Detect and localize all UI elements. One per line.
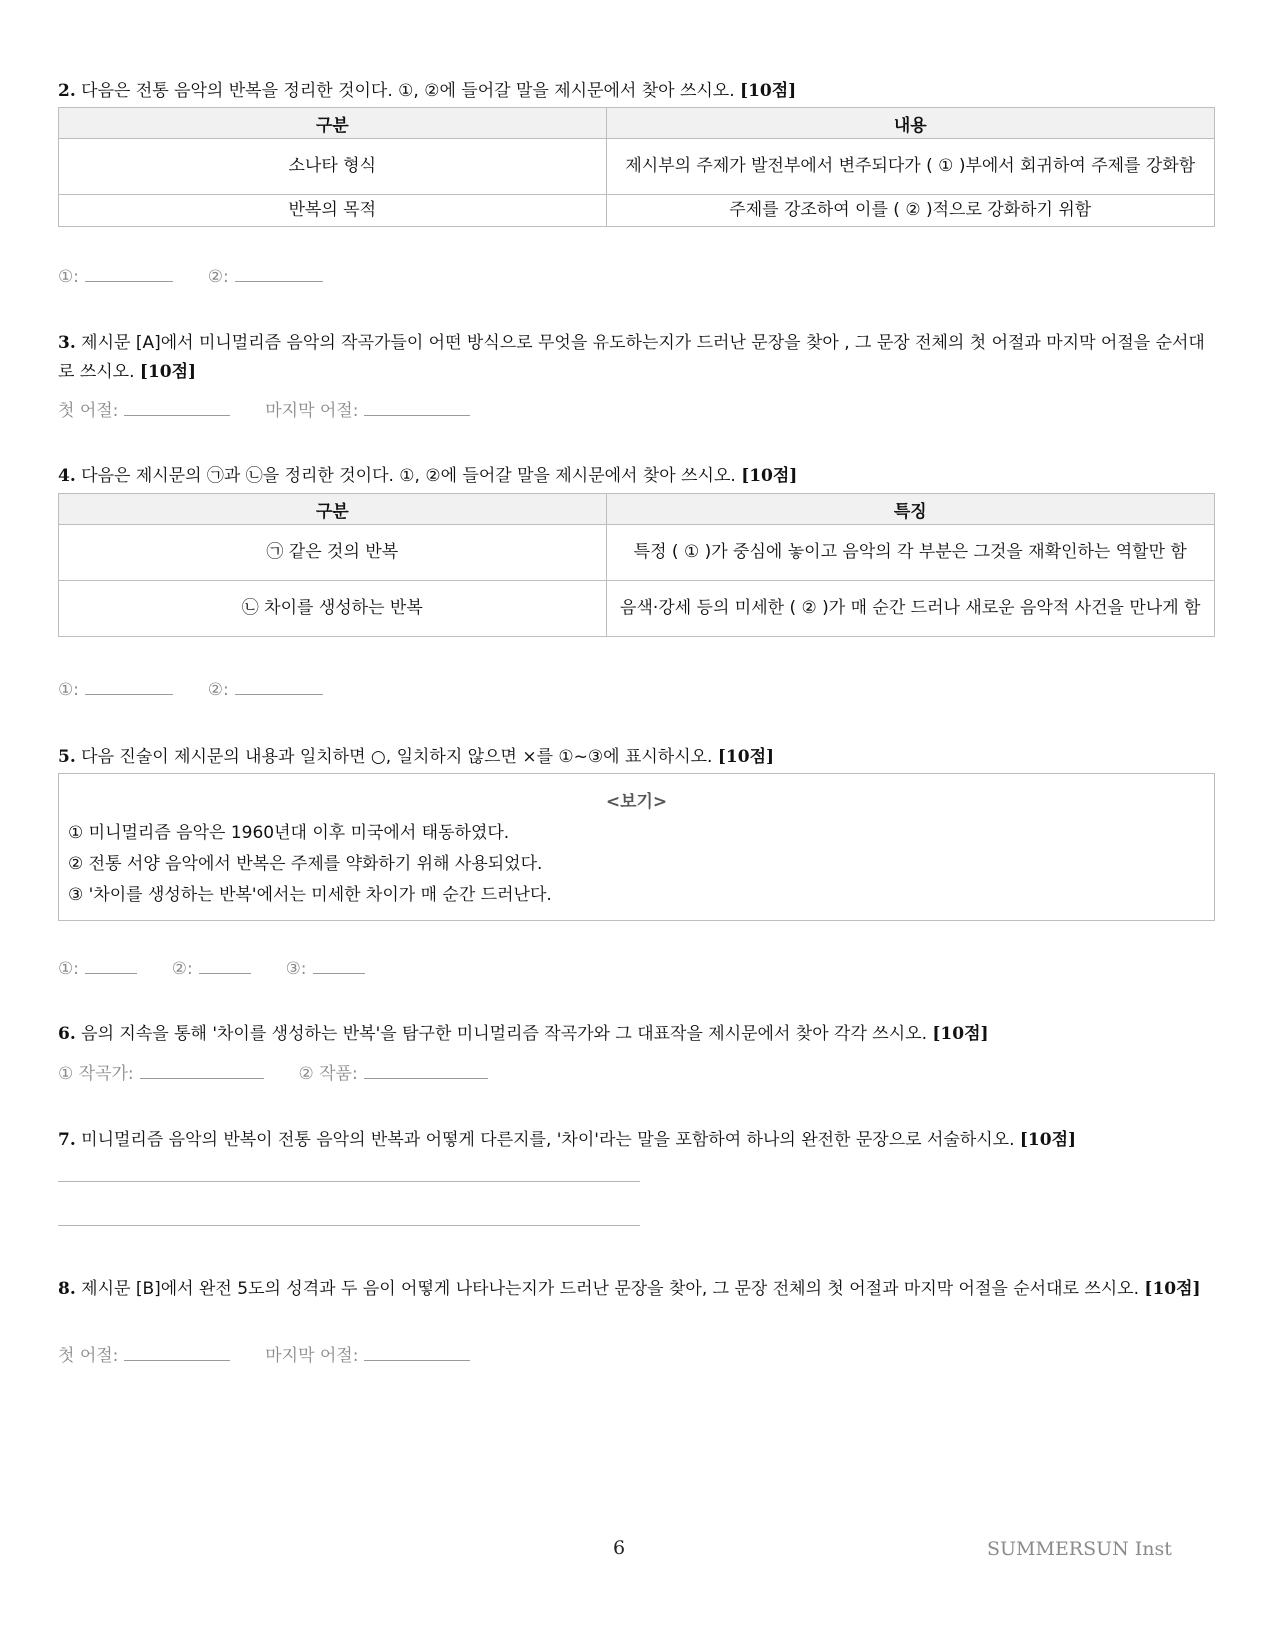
answer-label: 마지막 어절:: [265, 401, 359, 421]
question-5: [58, 743, 1215, 772]
question-6: [58, 1020, 1215, 1049]
answer-blank[interactable]: [140, 1060, 264, 1079]
q3-answer-row: [58, 396, 470, 421]
question-4: [58, 462, 1215, 491]
table-cell: 제시부의 주제가 발전부에서 변주되다가 ( ① )부에서 회귀하여 주제를 강화함: [606, 139, 1214, 195]
answer-blank[interactable]: [124, 1342, 230, 1361]
table-cell: 주제를 강조하여 이를 ( ② )적으로 강화하기 위함: [606, 195, 1214, 227]
answer-blank[interactable]: [124, 397, 230, 416]
answer-label: ①:: [58, 680, 79, 700]
table-header: 내용: [606, 108, 1214, 139]
answer-blank[interactable]: [235, 676, 323, 695]
answer-blank[interactable]: [85, 955, 137, 974]
q6-answer-row: [58, 1059, 488, 1084]
q2-answer-row: [58, 263, 323, 287]
question-text: 다음은 제시문의 ㉠과 ㉡을 정리한 것이다. ①, ②에 들어갈 말을 제시문에서 찾아 쓰시오.: [81, 466, 736, 486]
answer-blank[interactable]: [85, 676, 173, 695]
example-item: ③ '차이를 생성하는 반복'에서는 미세한 차이가 매 순간 드러난다.: [68, 885, 552, 905]
answer-label: ①:: [58, 959, 79, 979]
question-number: 5.: [58, 747, 76, 767]
q4-answer-row: [58, 676, 323, 700]
example-box-title: <보기>: [605, 792, 668, 812]
question-points: [10점]: [1019, 1130, 1077, 1150]
question-7: [58, 1126, 1215, 1155]
answer-label: 첫 어절:: [58, 401, 119, 421]
table-row: [59, 195, 1215, 227]
table-cell: 특정 ( ① )가 중심에 놓이고 음악의 각 부분은 그것을 재확인하는 역할만 함: [606, 525, 1214, 581]
question-points: [10점]: [139, 362, 197, 382]
answer-blank[interactable]: [199, 955, 251, 974]
page-number: 6: [613, 1537, 626, 1559]
answer-label: ①:: [58, 267, 79, 287]
answer-blank[interactable]: [364, 397, 470, 416]
answer-blank[interactable]: [313, 955, 365, 974]
table-header: 특징: [606, 494, 1214, 525]
question-text: 음의 지속을 통해 '차이를 생성하는 반복'을 탐구한 미니멀리즘 작곡가와 그 대표작을 제시문에서 찾아 각각 쓰시오.: [81, 1024, 927, 1044]
table-cell: 반복의 목적: [59, 195, 607, 227]
answer-label: 첫 어절:: [58, 1346, 119, 1366]
question-text: 미니멀리즘 음악의 반복이 전통 음악의 반복과 어떻게 다른지를, '차이'라는 말을 포함하여 하나의 완전한 문장으로 서술하시오.: [81, 1130, 1015, 1150]
answer-label: ② 작품:: [298, 1064, 358, 1084]
question-text: 다음은 전통 음악의 반복을 정리한 것이다. ①, ②에 들어갈 말을 제시문에서 찾아 쓰시오.: [81, 81, 735, 101]
table-header: 구분: [59, 494, 607, 525]
question-number: 8.: [58, 1279, 76, 1299]
table-cell: 음색·강세 등의 미세한 ( ② )가 매 순간 드러나 새로운 음악적 사건을 만나게 함: [606, 581, 1214, 637]
answer-label: 마지막 어절:: [265, 1346, 359, 1366]
answer-blank[interactable]: [85, 263, 173, 282]
question-number: 3.: [58, 333, 76, 353]
question-8: [58, 1275, 1215, 1304]
question-points: [10점]: [717, 747, 775, 767]
example-item: ② 전통 서양 음악에서 반복은 주제를 약화하기 위해 사용되었다.: [68, 854, 543, 874]
q5-answer-row: [58, 955, 365, 979]
question-2: [58, 77, 1215, 106]
question-points: [10점]: [1144, 1279, 1201, 1299]
question-text: 제시문 [B]에서 완전 5도의 성격과 두 음이 어떻게 나타나는지가 드러난 문장을 찾아, 그 문장 전체의 첫 어절과 마지막 어절을 순서대로 쓰시오.: [81, 1279, 1139, 1299]
answer-label: ① 작곡가:: [58, 1064, 134, 1084]
question-text: 다음 진술이 제시문의 내용과 일치하면 ○, 일치하지 않으면 ×를 ①~③에 표시하시오.: [81, 747, 713, 767]
table-cell: ㉡ 차이를 생성하는 반복: [59, 581, 607, 637]
answer-blank[interactable]: [364, 1060, 488, 1079]
answer-line[interactable]: [58, 1181, 640, 1182]
question-points: [10점]: [932, 1024, 989, 1044]
question-text: 제시문 [A]에서 미니멀리즘 음악의 작곡가들이 어떤 방식으로 무엇을 유도하는지가 드러난 문장을 찾아 , 그 문장 전체의 첫 어절과 마지막 어절을 순서대로 쓰시오.: [58, 333, 1205, 382]
table-cell: 소나타 형식: [59, 139, 607, 195]
answer-label: ②:: [207, 267, 229, 287]
question-number: 4.: [58, 466, 76, 486]
q2-table: [58, 107, 1215, 227]
q8-answer-row: [58, 1341, 470, 1366]
question-3: [58, 329, 1215, 387]
table-header: 구분: [59, 108, 607, 139]
question-points: [10점]: [740, 81, 797, 101]
answer-label: ②:: [171, 959, 193, 979]
table-row: [59, 139, 1215, 195]
question-number: 2.: [58, 81, 76, 101]
answer-blank[interactable]: [235, 263, 323, 282]
table-row: [59, 525, 1215, 581]
answer-blank[interactable]: [364, 1342, 470, 1361]
question-points: [10점]: [741, 466, 798, 486]
example-item: ① 미니멀리즘 음악은 1960년대 이후 미국에서 태동하였다.: [68, 823, 510, 843]
q4-table: [58, 493, 1215, 637]
answer-line[interactable]: [58, 1225, 640, 1226]
footer-brand: SUMMERSUN Inst: [987, 1538, 1172, 1560]
table-row: [59, 581, 1215, 637]
question-number: 6.: [58, 1024, 76, 1044]
answer-label: ③:: [285, 959, 307, 979]
table-cell: ㉠ 같은 것의 반복: [59, 525, 607, 581]
example-box: [58, 773, 1215, 921]
question-number: 7.: [58, 1130, 76, 1150]
answer-label: ②:: [207, 680, 229, 700]
